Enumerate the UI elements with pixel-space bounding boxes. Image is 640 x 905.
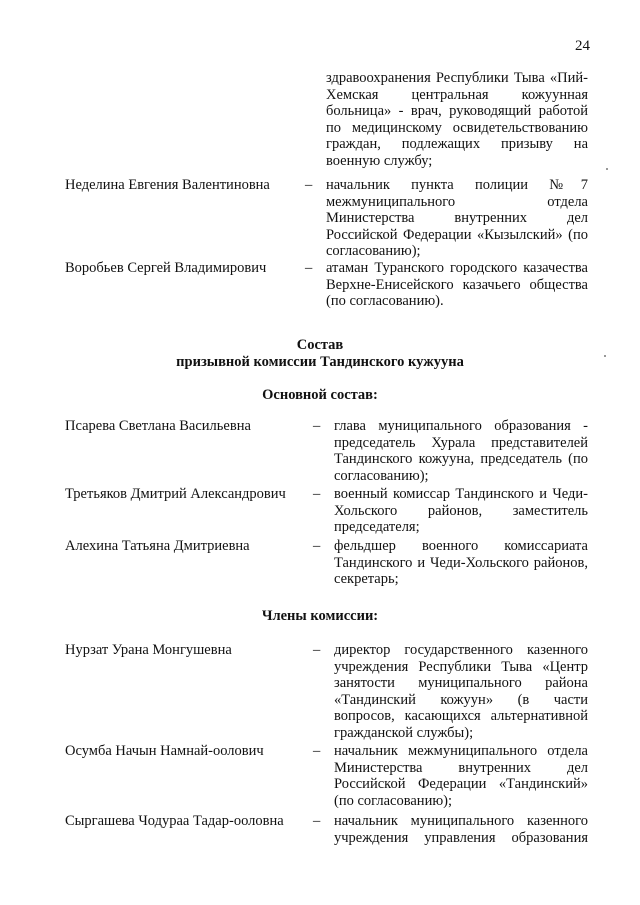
member-name: Нурзат Урана Монгушевна: [65, 642, 232, 658]
entry-name: Неделина Евгения Валентиновна: [65, 177, 270, 193]
member-name: Осумба Начын Намнай-оолович: [65, 743, 264, 759]
member-dash: –: [313, 813, 321, 829]
member-dash: –: [313, 418, 321, 434]
scan-speck: [604, 355, 606, 357]
member-dash: –: [313, 743, 321, 759]
section-title: Состав: [296, 337, 344, 353]
member-description: директор государственного казенного учреждения Республики Тыва «Центр занятости муниципального района «Тандинский кожуун» (в части вопросов, касающихся альтернативной гражданской службы);: [334, 642, 588, 741]
entry-description: атаман Туранского городского казачества Верхне-Енисейского казачьего общества (по согласованию).: [326, 260, 588, 310]
member-dash: –: [313, 538, 321, 554]
member-description: фельдшер военного комиссариата Тандинского и Чеди-Хольского районов, секретарь;: [334, 538, 588, 588]
member-name: Третьяков Дмитрий Александрович: [65, 486, 286, 502]
member-description: глава муниципального образования - председатель Хурала представителей Тандинского кожууна, председатель (по согласованию);: [334, 418, 588, 484]
entry-name: Воробьев Сергей Владимирович: [65, 260, 267, 276]
page-number: 24: [575, 38, 590, 54]
member-name: Псарева Светлана Васильевна: [65, 418, 251, 434]
member-description: начальник муниципального казенного учреждения управления образования: [334, 813, 588, 846]
member-name: Сыргашева Чодураа Тадар-ооловна: [65, 813, 284, 829]
entry-dash: –: [305, 260, 313, 276]
entry-dash: –: [305, 177, 313, 193]
entry-description: начальник пункта полиции №7 межмуниципального отдела Министерства внутренних дел Российской Федерации «Кызылский» (по согласованию);: [326, 177, 588, 260]
member-description: военный комиссар Тандинского и Чеди-Хольского районов, заместитель председателя;: [334, 486, 588, 536]
scan-speck: [606, 168, 608, 170]
section-subtitle: призывной комиссии Тандинского кужууна: [176, 354, 464, 370]
continued-entry-description: здравоохранения Республики Тыва «Пий-Хемская центральная кожуунная больница» - врач, руководящий работой по медицинскому освидетельствованию граждан, подлежащих призыву на военную службу;: [326, 70, 588, 169]
member-name: Алехина Татьяна Дмитриевна: [65, 538, 250, 554]
member-description: начальник межмуниципального отдела Министерства внутренних дел Российской Федерации «Тандинский» (по согласованию);: [334, 743, 588, 809]
members-heading: Члены комиссии:: [261, 608, 379, 624]
member-dash: –: [313, 486, 321, 502]
member-dash: –: [313, 642, 321, 658]
main-composition-heading: Основной состав:: [262, 387, 378, 403]
